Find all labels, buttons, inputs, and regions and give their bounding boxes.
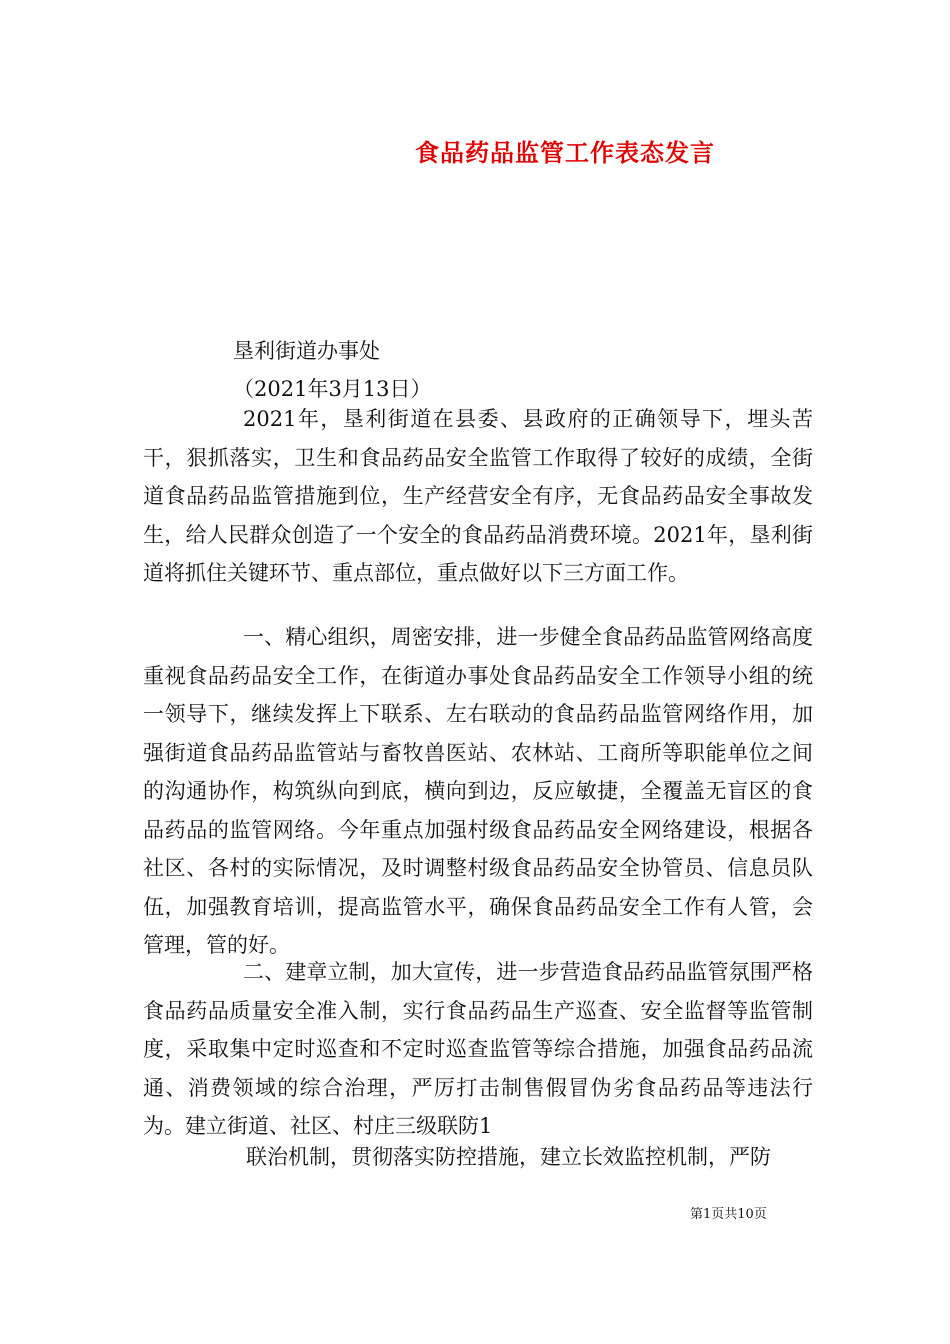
paragraph-intro: 2021年，垦利街道在县委、县政府的正确领导下，埋头苦干，狠抓落实，卫生和食品药品安全监管工作取得了较好的成绩，全街道食品药品监管措施到位，生产经营安全有序，无食品药品安全事故发生，给人民群众创造了一个安全的食品药品消费环境。2021年，垦利街道将抓住关键环节、重点部位，重点做好以下三方面工作。 (143, 407, 813, 585)
organization-line: 垦利街道办事处 (233, 339, 380, 363)
document-title: 食品药品监管工作表态发言 (415, 138, 715, 167)
paragraph-continuation: 联治机制，贯彻落实防控措施，建立长效监控机制，严防 (246, 1145, 771, 1169)
date-line: （2021年3月13日） (233, 377, 432, 401)
paragraph-section-two: 二、建章立制，加大宣传，进一步营造食品药品监管氛围严格食品药品质量安全准入制，实行食品药品生产巡查、安全监督等监管制度，采取集中定时巡查和不定时巡查监管等综合措施，加强食品药品流通、消费领域的综合治理，严厉打击制售假冒伪劣食品药品等违法行为。建立街道、社区、村庄三级联防1 (143, 960, 813, 1138)
page-number: 第1页共10页 (690, 1207, 767, 1222)
paragraph-section-one: 一、精心组织，周密安排，进一步健全食品药品监管网络高度重视食品药品安全工作，在街道办事处食品药品安全工作领导小组的统一领导下，继续发挥上下联系、左右联动的食品药品监管网络作用，加强街道食品药品监管站与畜牧兽医站、农林站、工商所等职能单位之间的沟通协作，构筑纵向到底，横向到边，反应敏捷，全覆盖无盲区的食品药品的监管网络。今年重点加强村级食品药品安全网络建设，根据各社区、各村的实际情况，及时调整村级食品药品安全协管员、信息员队伍，加强教育培训，提高监管水平，确保食品药品安全工作有人管，会管理，管的好。 (143, 625, 813, 957)
